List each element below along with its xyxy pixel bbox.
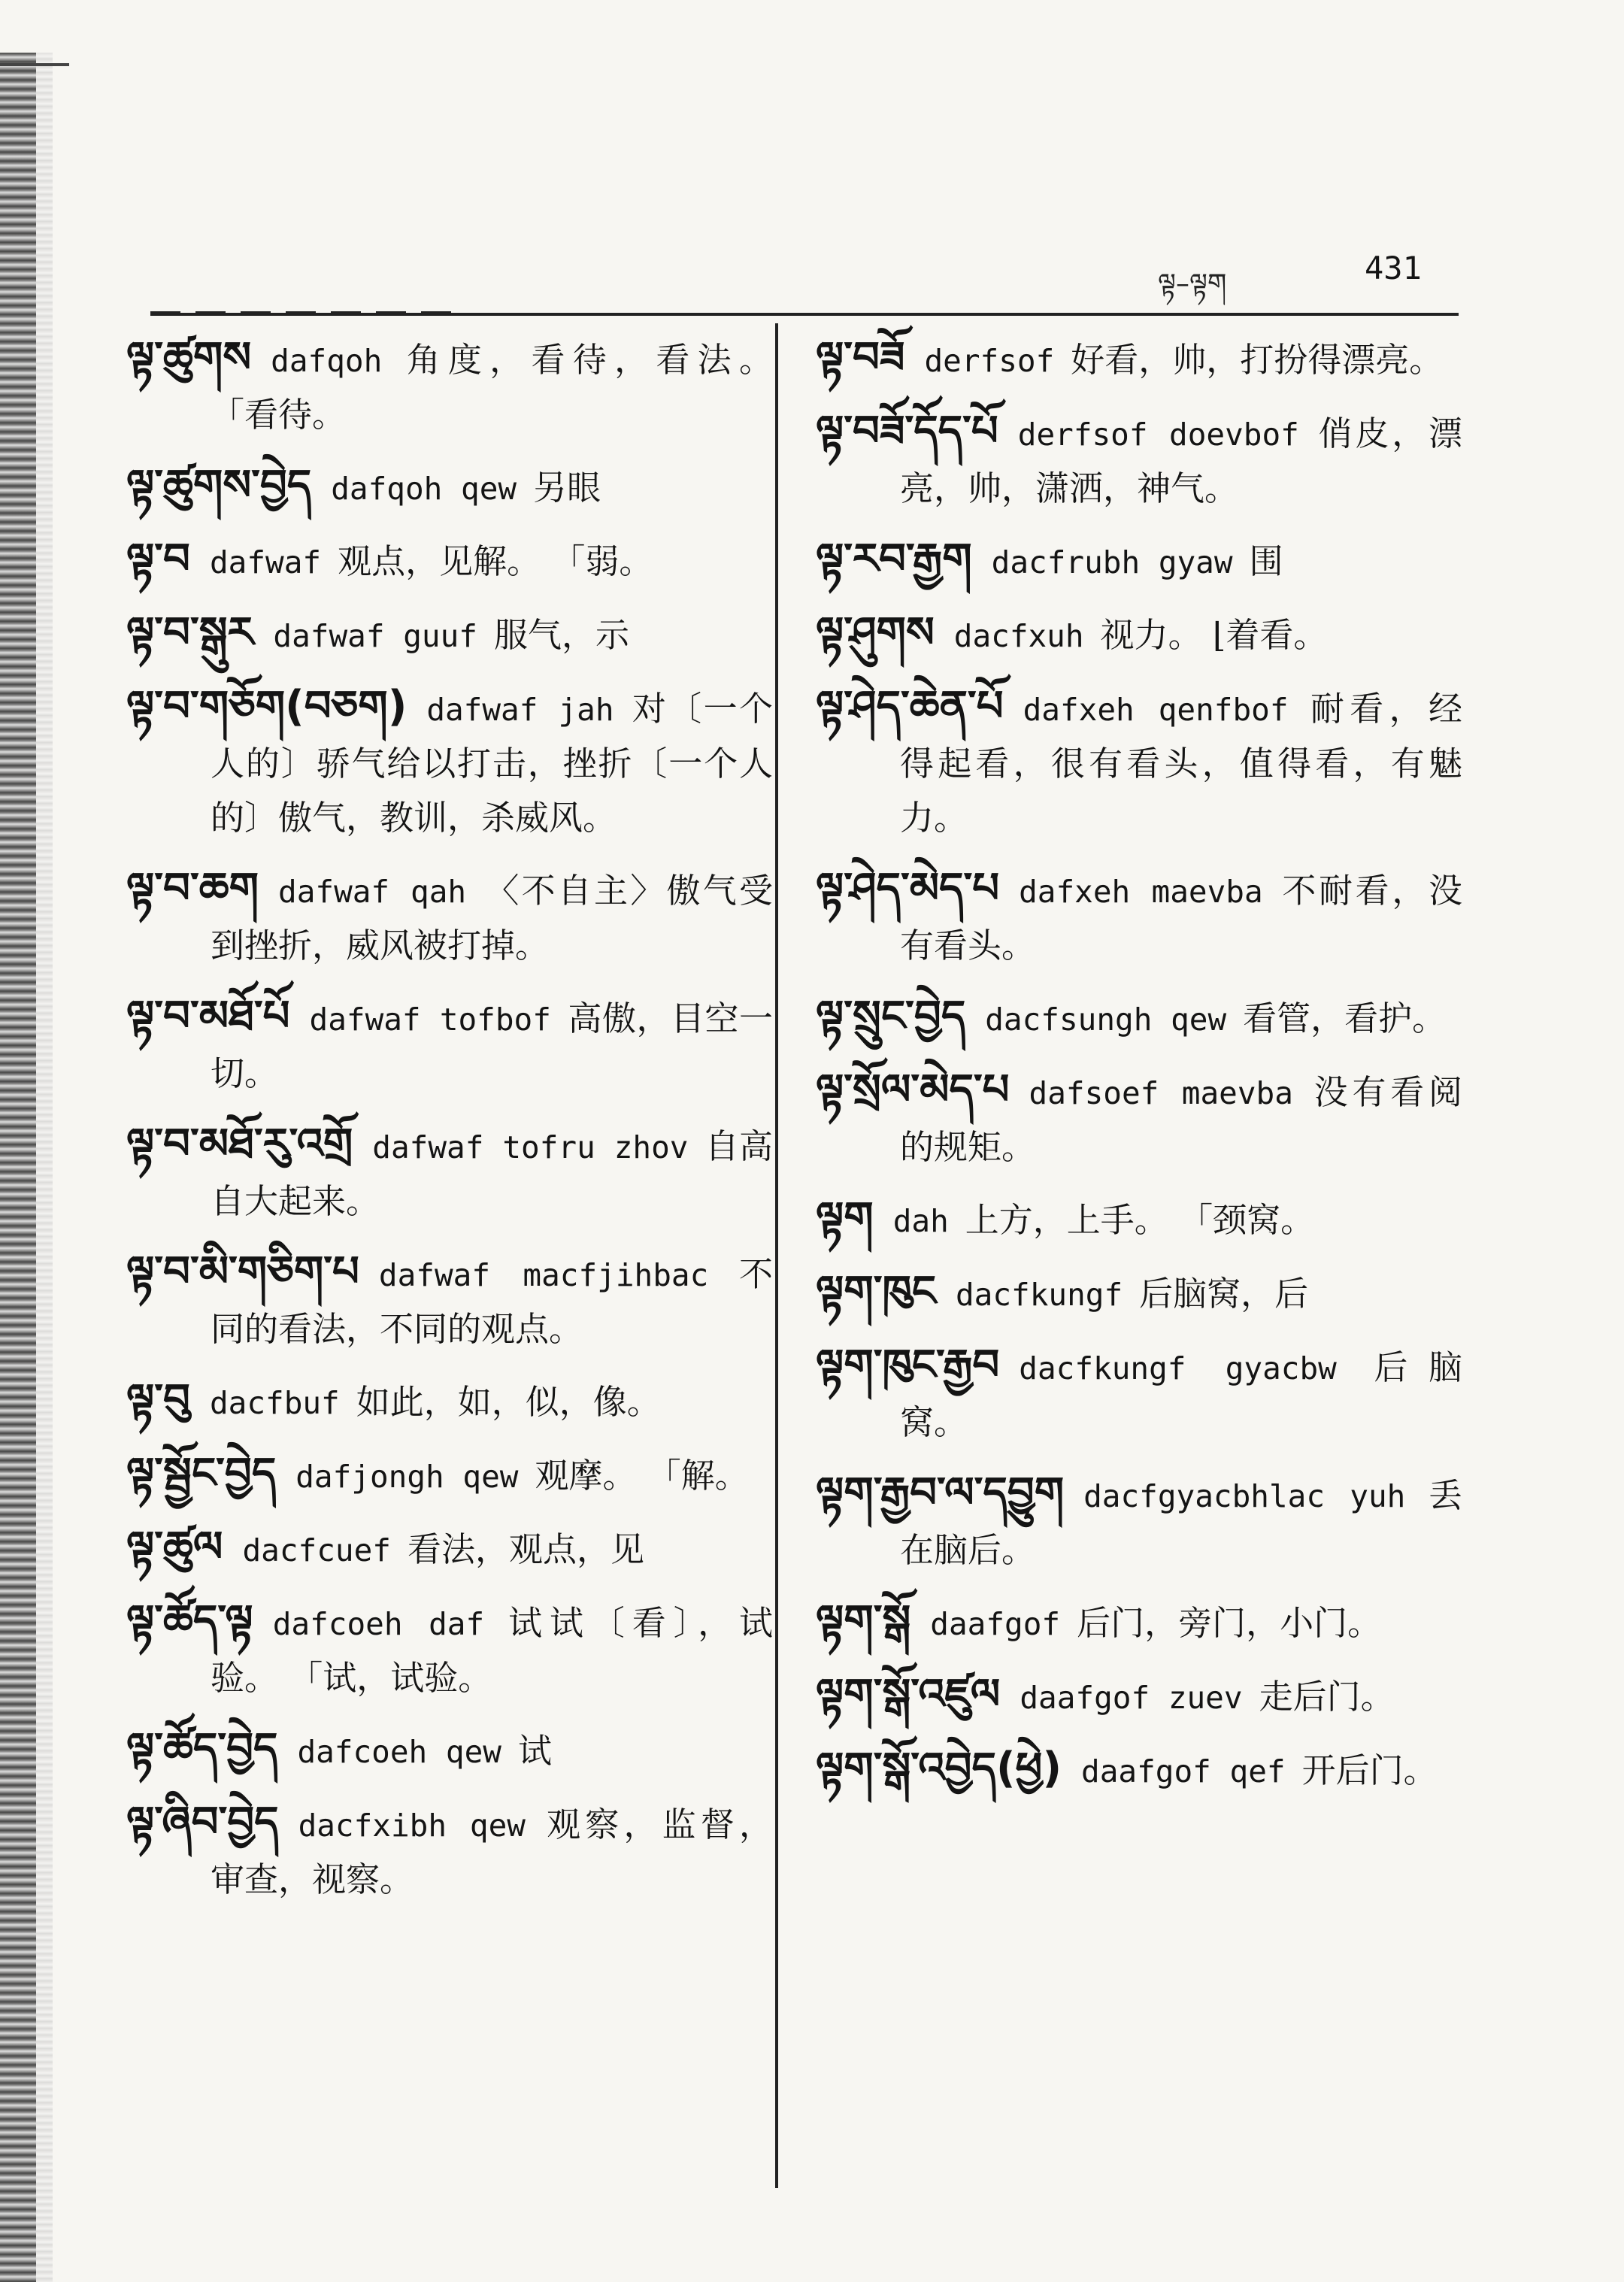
entry-romanization: dafwaf	[209, 544, 322, 580]
dictionary-entry	[126, 1594, 773, 1705]
entry-definition: 服气，示	[493, 615, 629, 655]
entry-headword: ལྟ་ཚོད་ལྟ	[126, 1596, 253, 1645]
entry-romanization: daafgof	[930, 1606, 1061, 1642]
entry-definition: 看法，观点，见	[407, 1529, 644, 1569]
dictionary-entry	[126, 862, 773, 973]
dictionary-entry	[126, 989, 773, 1101]
dictionary-entry	[126, 1245, 773, 1356]
entry-definition: 开后门。	[1301, 1750, 1438, 1790]
dictionary-entry	[816, 1063, 1462, 1174]
dictionary-entry	[126, 1117, 773, 1229]
entry-headword: ལྟ་ཤེད་མེད་པ	[816, 864, 1000, 913]
entry-definition: 试试〔看〕，试验。 「试，试验。	[211, 1603, 773, 1698]
entry-romanization: dafwaf guuf	[273, 618, 477, 654]
entry-headword: ལྟ་བཟོ་དོད་པོ	[816, 407, 998, 456]
dictionary-entry	[126, 1447, 773, 1504]
entry-definition: 耐看，经得起看，很有看头，值得看，有魅力。	[900, 689, 1462, 838]
entry-headword: ལྟ་རབ་རྒྱག	[816, 535, 972, 583]
entry-romanization: derfsof doevbof	[1017, 417, 1299, 453]
entry-headword: ལྟ་བ་ཆག	[126, 864, 259, 913]
header-rule-dashed	[150, 311, 466, 315]
entry-definition: 角度，看待，看法。 「看待。	[211, 340, 773, 435]
dictionary-entry	[126, 606, 773, 663]
entry-definition: 对〔一个人的〕骄气给以打击，挫折〔一个人的〕傲气，教训，杀威风。	[211, 689, 773, 838]
entry-definition: 不耐看，没有看头。	[900, 871, 1462, 965]
entry-definition: 好看，帅，打扮得漂亮。	[1071, 340, 1444, 380]
entry-headword: ལྟ་བུ	[126, 1375, 190, 1424]
entry-romanization: dacfxibh qew	[298, 1808, 526, 1844]
entry-romanization: dafqoh qew	[331, 471, 517, 507]
dictionary-entry	[816, 532, 1462, 589]
entry-definition: 不同的看法，不同的观点。	[211, 1254, 773, 1349]
entry-definition: 围	[1249, 541, 1283, 581]
entry-definition: 上方，上手。 「颈窝。	[965, 1200, 1315, 1240]
entry-definition: 后门，旁门，小门。	[1077, 1603, 1382, 1643]
dictionary-entry	[816, 1338, 1462, 1450]
entry-definition: 自高自大起来。	[211, 1126, 773, 1221]
entry-romanization: dafsoef maevba	[1029, 1075, 1293, 1111]
entry-headword: ལྟག་རྒྱབ་ལ་དབྱུག	[816, 1468, 1065, 1517]
entry-headword: ལྟ་སྲོལ་མེད་པ	[816, 1065, 1010, 1114]
entry-definition: 试	[517, 1731, 552, 1771]
entry-romanization: dafjongh qew	[295, 1459, 519, 1495]
entry-definition: 另眼	[533, 468, 601, 508]
entry-headword: ལྟ་བ	[126, 535, 190, 583]
dictionary-entry	[126, 532, 773, 589]
guide-word: ལྟ–ལྟག	[1158, 268, 1227, 299]
entry-romanization: dafxeh maevba	[1019, 874, 1263, 910]
dictionary-entry	[126, 680, 773, 845]
dictionary-entry	[126, 1796, 773, 1907]
entry-romanization: daafgof qef	[1081, 1753, 1286, 1790]
right-column	[816, 331, 1462, 1815]
dictionary-entry	[816, 1668, 1462, 1725]
entry-headword: ལྟ་བ་སྒུར	[126, 608, 254, 657]
entry-definition: 丢在脑后。	[900, 1475, 1462, 1570]
dictionary-entry	[816, 862, 1462, 973]
entry-definition: 后脑窝。	[900, 1347, 1462, 1442]
entry-romanization: dah	[892, 1203, 949, 1239]
dictionary-entry	[126, 1373, 773, 1430]
entry-romanization: dafwaf tofru zhov	[372, 1129, 689, 1165]
entry-definition: 俏皮，漂亮，帅，潇洒，神气。	[900, 414, 1462, 508]
dictionary-entry	[816, 1594, 1462, 1651]
entry-romanization: dafwaf macfjihbac	[378, 1257, 709, 1293]
scan-edge-shadow	[0, 53, 36, 2282]
entry-romanization: dacfbuf	[209, 1385, 340, 1421]
scan-edge-noise	[36, 53, 53, 2282]
dictionary-entry	[126, 1520, 773, 1577]
entry-definition: 走后门。	[1259, 1677, 1395, 1717]
entry-romanization: dafwaf qah	[278, 874, 467, 910]
left-column	[126, 331, 773, 1923]
entry-headword: ལྟ་བ་མཐོ་རུ་འགྲོ	[126, 1120, 353, 1168]
entry-romanization: dacfgyacbhlac yuh	[1083, 1478, 1406, 1514]
entry-headword: ལྟག་ཁུང	[816, 1267, 936, 1316]
dictionary-entry	[816, 989, 1462, 1047]
entry-definition: 没有看阅的规矩。	[900, 1072, 1462, 1167]
entry-headword: ལྟག	[816, 1193, 874, 1242]
corner-mark	[0, 63, 69, 66]
entry-romanization: dacfsungh qew	[985, 1002, 1227, 1038]
entry-definition: 看管，看护。	[1243, 999, 1447, 1038]
dictionary-entry	[816, 1265, 1462, 1322]
entry-romanization: dafqoh	[271, 343, 383, 379]
dictionary-entry	[126, 331, 773, 442]
dictionary-entry	[816, 331, 1462, 388]
dictionary-entry	[126, 459, 773, 516]
entry-romanization: dafwaf tofbof	[309, 1002, 551, 1038]
entry-definition: 后脑窝，后	[1139, 1274, 1309, 1314]
entry-romanization: dacfkungf gyacbw	[1019, 1350, 1337, 1386]
entry-romanization: dafxeh qenfbof	[1023, 692, 1289, 728]
entry-romanization: dacfcuef	[242, 1532, 391, 1568]
dictionary-entry	[816, 1466, 1462, 1577]
entry-definition: 〈不自主〉傲气受到挫折，威风被打掉。	[211, 871, 773, 965]
dictionary-entry	[816, 606, 1462, 663]
page-header	[150, 250, 1504, 305]
entry-headword: ལྟ་བཟོ	[816, 333, 905, 382]
entry-headword: ལྟ་ཚུལ	[126, 1523, 223, 1571]
entry-headword: ལྟག་སྒོ་འཛུལ	[816, 1670, 1001, 1719]
entry-romanization: daafgof zuev	[1020, 1680, 1243, 1716]
entry-romanization: dafcoeh daf	[272, 1606, 485, 1642]
entry-headword: ལྟ་ཚུགས	[126, 333, 252, 382]
entry-headword: ལྟ་ཚོད་བྱེད	[126, 1724, 278, 1773]
entry-romanization: dafwaf jah	[426, 692, 614, 728]
entry-romanization: derfsof	[924, 343, 1055, 379]
entry-definition: 视力。 ⌊着看。	[1100, 615, 1328, 655]
dictionary-entry	[816, 680, 1462, 845]
entry-definition: 观点，见解。 「弱。	[338, 541, 653, 581]
entry-headword: ལྟ་བ་མཐོ་པོ	[126, 992, 290, 1041]
entry-headword: ལྟ་བ་གཅོག(བཅག)	[126, 682, 408, 731]
page-number: 431	[1365, 250, 1422, 286]
dictionary-entry	[816, 405, 1462, 516]
entry-headword: ལྟ་ཞིབ་བྱེད	[126, 1798, 279, 1847]
entry-romanization: dafcoeh qew	[297, 1734, 501, 1770]
column-divider	[775, 323, 778, 2188]
dictionary-entry	[816, 1191, 1462, 1248]
entry-definition: 观摩。 「解。	[535, 1456, 749, 1496]
entry-romanization: dacfxuh	[953, 618, 1084, 654]
entry-headword: ལྟག་སྒོ་འབྱེད(ཕྱེ)	[816, 1744, 1062, 1793]
entry-definition: 如此，如，似，像。	[356, 1382, 661, 1422]
entry-headword: ལྟ་ཤེད་ཆེན་པོ	[816, 682, 1004, 731]
entry-headword: ལྟ་བ་མི་གཅིག་པ	[126, 1247, 359, 1296]
entry-headword: ལྟ་སྦྱོང་བྱེད	[126, 1449, 277, 1498]
dictionary-entry	[816, 1741, 1462, 1799]
entry-headword: ལྟ་སྲུང་བྱེད	[816, 992, 966, 1041]
entry-headword: ལྟག་ཁུང་རྒྱབ	[816, 1341, 1000, 1390]
entry-definition: 高傲，目空一切。	[211, 999, 773, 1093]
dictionary-entry	[126, 1722, 773, 1779]
entry-headword: ལྟ་ཤུགས	[816, 608, 935, 657]
entry-romanization: dacfkungf	[956, 1277, 1123, 1313]
entry-definition: 观察，监督，审查，视察。	[211, 1805, 773, 1899]
entry-headword: ལྟ་ཚུགས་བྱེད	[126, 461, 312, 510]
entry-headword: ལྟག་སྒོ	[816, 1596, 911, 1645]
entry-romanization: dacfrubh gyaw	[991, 544, 1233, 580]
